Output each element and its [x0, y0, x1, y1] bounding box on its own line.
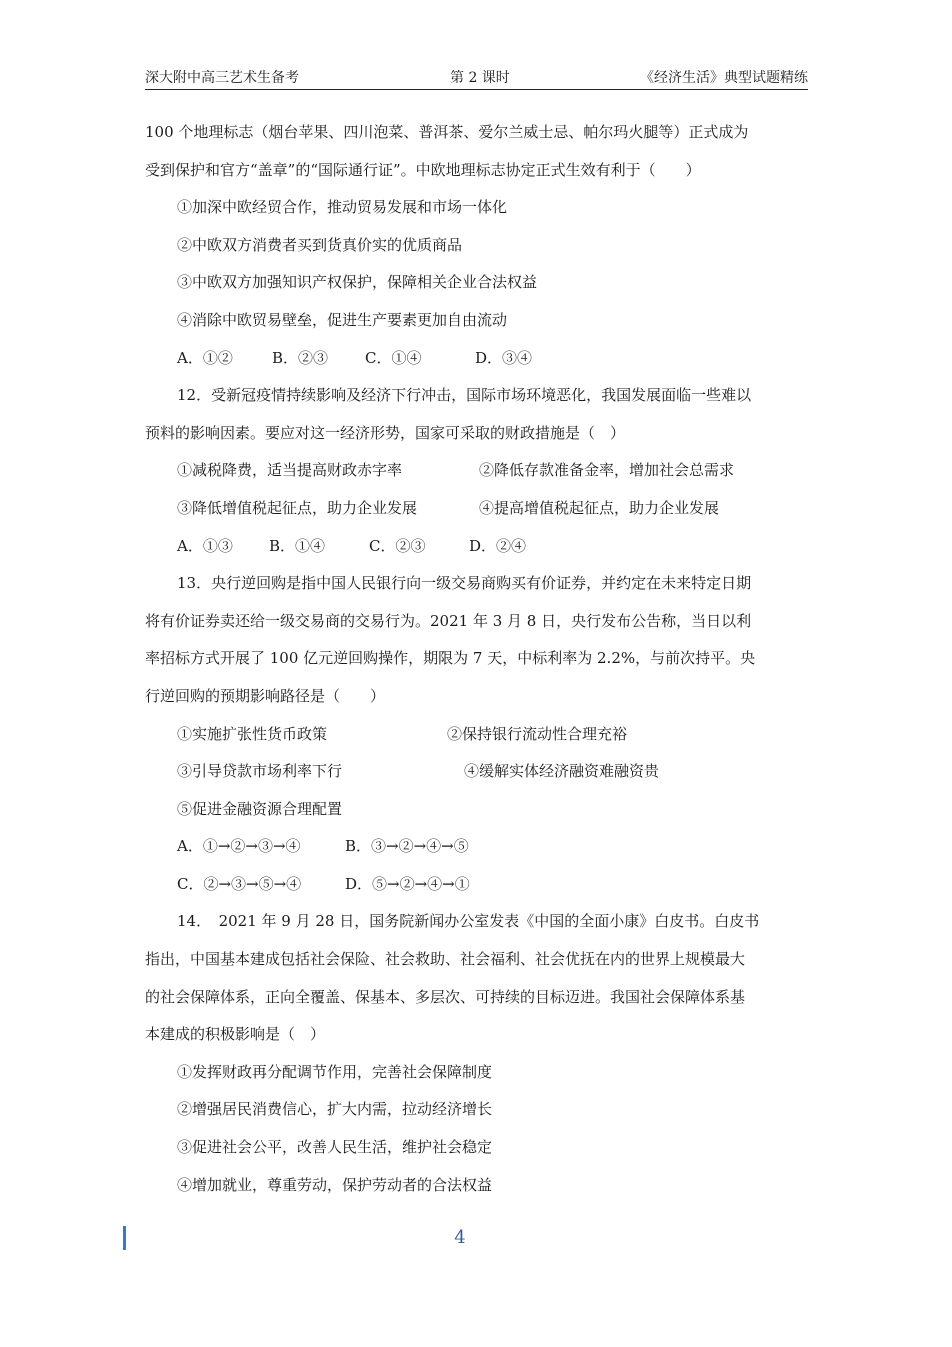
q11-continuation-1: 100 个地理标志（烟台苹果、四川泡菜、普洱茶、爱尔兰威士忌、帕尔玛火腿等）正式成为 — [145, 123, 749, 141]
q13-options-row-1 — [145, 716, 808, 754]
q12-answer-b: B．①④ — [269, 536, 326, 555]
q12-answer-c: C．②③ — [369, 536, 426, 555]
q11-continuation-2: 受到保护和官方“盖章”的“国际通行证”。中欧地理标志协定正式生效有利于（ ） — [145, 160, 701, 179]
q11-option-2: ②中欧双方消费者买到货真价实的优质商品 — [177, 235, 463, 254]
document-body — [145, 114, 808, 1204]
q12-answers — [145, 528, 808, 566]
q13-options-row-2 — [145, 753, 808, 791]
q13-stem-3: 率招标方式开展了 100 亿元逆回购操作，期限为 7 天，中标利率为 2.2%，与前次持平。央 — [145, 649, 756, 668]
q14-option-3: ③促进社会公平，改善人民生活，维护社会稳定 — [177, 1138, 493, 1157]
q13-stem-4: 行逆回购的预期影响路径是（ ） — [145, 686, 386, 705]
q11-option-4: ④消除中欧贸易壁垒，促进生产要素更加自由流动 — [177, 310, 508, 329]
q11-answer-a: A．①② — [177, 348, 233, 367]
q11-answers — [145, 340, 808, 378]
q11-answer-d: D．③④ — [475, 348, 533, 367]
q13-answers-row-2 — [145, 866, 808, 904]
q14-stem-2: 指出，中国基本建成包括社会保险、社会救助、社会福利、社会优抚在内的世界上规模最大 — [145, 950, 746, 969]
q11-answer-b: B．②③ — [272, 348, 329, 367]
q13-option-5: ⑤促进金融资源合理配置 — [177, 799, 343, 818]
q14-stem-4: 本建成的积极影响是（ ） — [145, 1025, 326, 1044]
q12-option-1: ①减税降费，适当提高财政赤字率 — [177, 461, 403, 480]
q13-answer-b: B．③→②→④→⑤ — [345, 837, 469, 856]
q13-option-3: ③引导贷款市场利率下行 — [177, 762, 343, 781]
q13-answer-a: A．①→②→③→④ — [177, 837, 301, 856]
q12-stem-1: 12．受新冠疫情持续影响及经济下行冲击，国际市场环境恶化，我国发展面临一些难以 — [177, 386, 752, 405]
q14-option-2: ②增强居民消费信心，扩大内需，拉动经济增长 — [177, 1100, 493, 1119]
q12-options-row-1 — [145, 452, 808, 490]
q14-stem-1: 14． 2021 年 9 月 28 日，国务院新闻办公室发表《中国的全面小康》白皮书。白皮书 — [177, 912, 760, 931]
q13-answer-d: D．⑤→②→④→① — [345, 874, 470, 893]
q13-stem-1: 13．央行逆回购是指中国人民银行向一级交易商购买有价证券，并约定在未来特定日期 — [177, 574, 752, 593]
q12-option-4: ④提高增值税起征点，助力企业发展 — [479, 498, 720, 517]
q13-stem-2: 将有价证券卖还给一级交易商的交易行为。2021 年 3 月 8 日，央行发布公告称，当日以利 — [145, 611, 752, 630]
q14-stem-3: 的社会保障体系，正向全覆盖、保基本、多层次、可持续的目标迈进。我国社会保障体系基 — [145, 987, 746, 1006]
q11-option-1: ①加深中欧经贸合作，推动贸易发展和市场一体化 — [177, 198, 508, 217]
q12-options-row-2 — [145, 490, 808, 528]
q12-option-3: ③降低增值税起征点，助力企业发展 — [177, 498, 418, 517]
header-right: 《经济生活》典型试题精练 — [640, 70, 808, 86]
q14-option-1: ①发挥财政再分配调节作用，完善社会保障制度 — [177, 1062, 493, 1081]
q12-stem-2: 预料的影响因素。要应对这一经济形势，国家可采取的财政措施是（ ） — [145, 423, 626, 442]
header-left: 深大附中高三艺术生备考 — [145, 70, 299, 86]
q13-option-1: ①实施扩张性货币政策 — [177, 724, 328, 743]
q12-option-2: ②降低存款准备金率，增加社会总需求 — [479, 461, 735, 480]
q13-option-4: ④缓解实体经济融资难融资贵 — [464, 762, 660, 781]
q13-option-2: ②保持银行流动性合理充裕 — [447, 724, 628, 743]
page-number: 4 — [454, 1227, 466, 1248]
page-header — [145, 67, 808, 90]
footer-accent-bar — [123, 1226, 126, 1250]
header-center: 第 2 课时 — [450, 70, 510, 86]
q12-answer-a: A．①③ — [177, 536, 233, 555]
q12-answer-d: D．②④ — [469, 536, 527, 555]
q11-answer-c: C．①④ — [365, 348, 422, 367]
q11-option-3: ③中欧双方加强知识产权保护，保障相关企业合法权益 — [177, 273, 538, 292]
q14-option-4: ④增加就业，尊重劳动，保护劳动者的合法权益 — [177, 1175, 493, 1194]
q13-answer-c: C．②→③→⑤→④ — [177, 874, 302, 893]
q13-answers-row-1 — [145, 828, 808, 866]
